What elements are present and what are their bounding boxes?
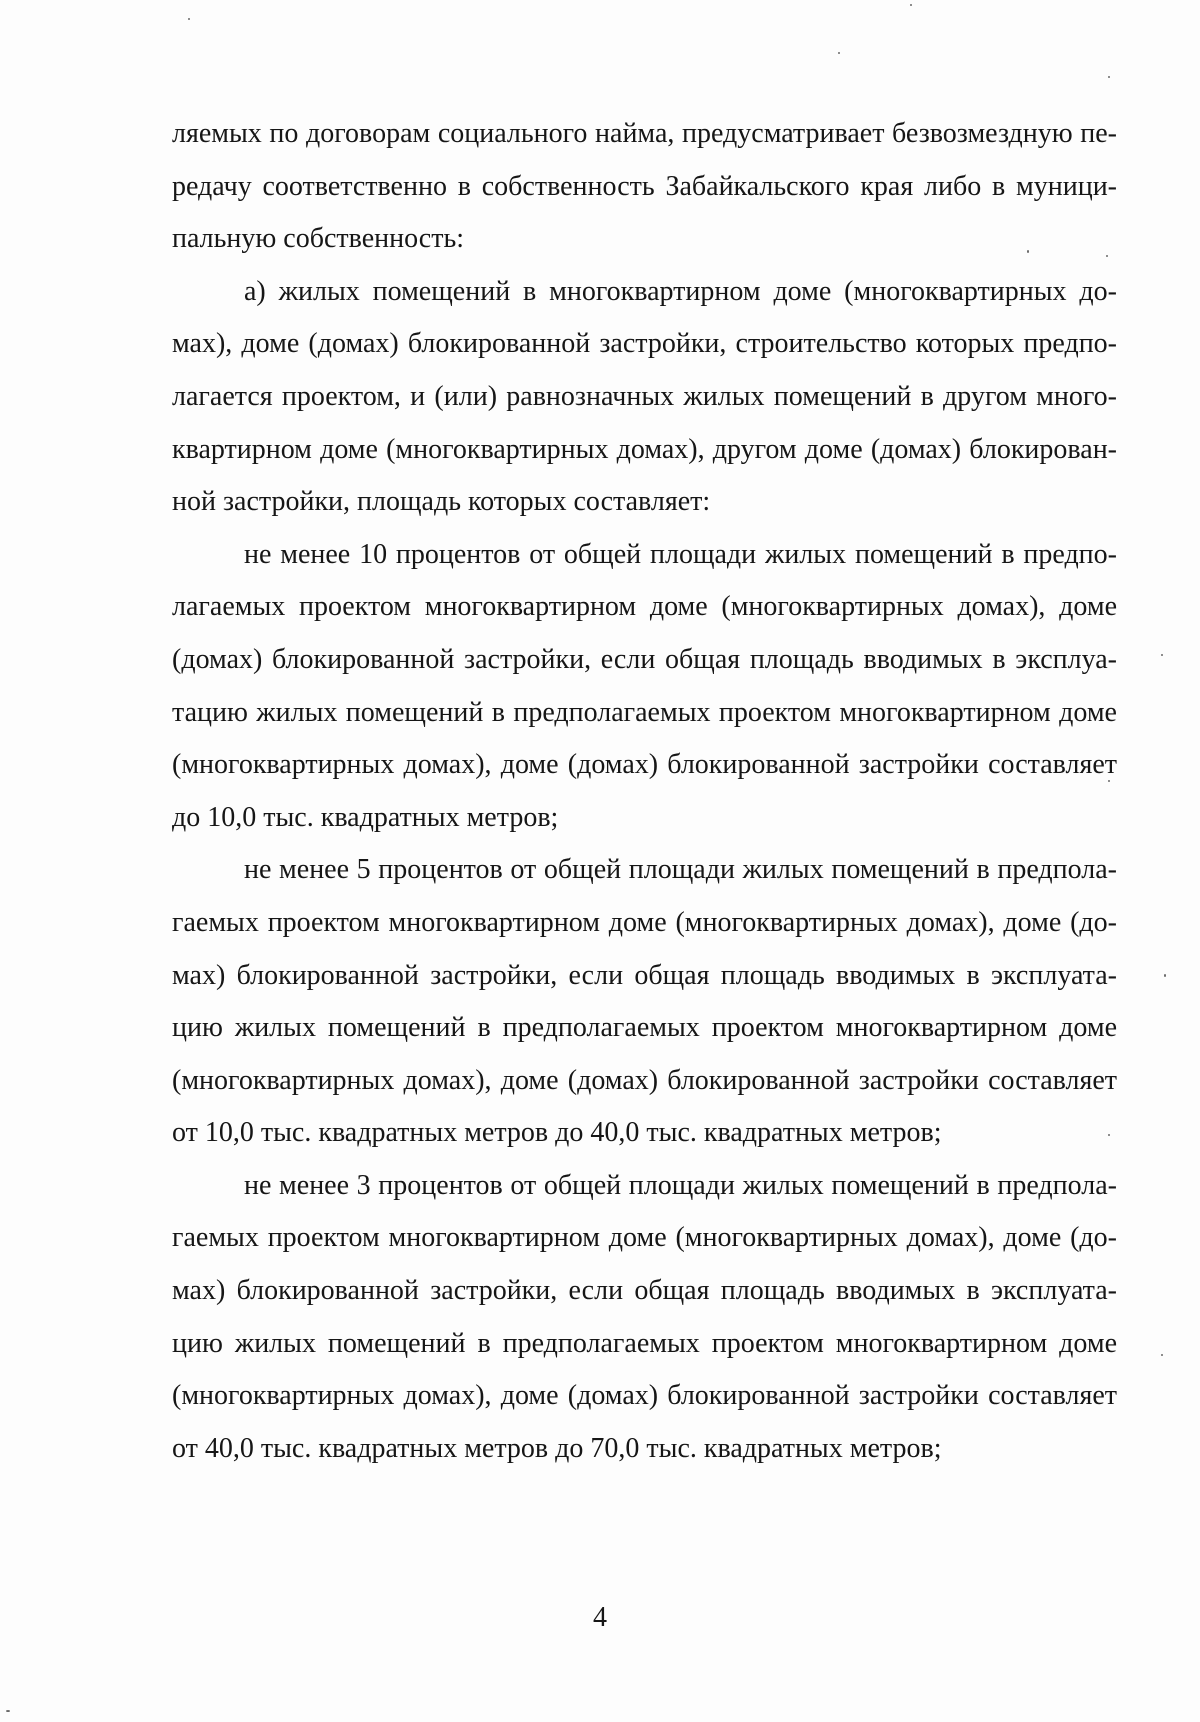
scan-speck — [838, 52, 840, 54]
scan-speck — [1108, 780, 1110, 782]
scan-speck — [1164, 974, 1166, 977]
scan-speck — [1027, 250, 1029, 253]
paragraph-item-a: а) жилых помещений в многоквартирном доме (многоквартирных домах), доме (домах) блокированной застройки, строительство которых предполагается проектом, и (или) равнозначных жилых помещений в другом многоквартирном доме (многоквартирных домах), другом доме (домах) блокированной застройки, площадь которых составляет: — [172, 275, 1117, 518]
scan-speck — [1161, 1354, 1163, 1356]
scan-speck — [1161, 654, 1163, 656]
scan-speck — [6, 1710, 10, 1712]
scan-speck — [188, 18, 190, 20]
paragraph-threshold-3-percent: не менее 3 процентов от общей площади жилых помещений в предполагаемых проектом многоквартирном доме (многоквартирных домах), доме (домах) блокированной застройки, если общая площадь вводимых в эксплуатацию жилых помещений в предполагаемых проектом многоквартирном доме (многоквартирных домах), доме (домах) блокированной застройки составляет от 40,0 тыс. квадратных метров до 70,0 тыс. квадратных метров; — [172, 1169, 1117, 1464]
scan-speck — [1108, 76, 1110, 78]
paragraph-continuation: ляемых по договорам социального найма, предусматривает безвозмездную передачу соответственно в собственность Забайкальского края либо в муниципальную собственность: — [172, 118, 1117, 255]
scan-speck — [910, 4, 912, 6]
document-body — [172, 108, 1117, 1475]
paragraph-threshold-10-percent: не менее 10 процентов от общей площади жилых помещений в предполагаемых проектом многоквартирном доме (многоквартирных домах), доме (домах) блокированной застройки, если общая площадь вводимых в эксплуатацию жилых помещений в предполагаемых проектом многоквартирном доме (многоквартирных домах), доме (домах) блокированной застройки составляет до 10,0 тыс. квадратных метров; — [172, 538, 1117, 833]
scan-speck — [1106, 255, 1108, 257]
page-number: 4 — [593, 1602, 607, 1633]
scan-speck — [1108, 1134, 1110, 1136]
paragraph-threshold-5-percent: не менее 5 процентов от общей площади жилых помещений в предполагаемых проектом многоквартирном доме (многоквартирных домах), доме (домах) блокированной застройки, если общая площадь вводимых в эксплуатацию жилых помещений в предполагаемых проектом многоквартирном доме (многоквартирных домах), доме (домах) блокированной застройки составляет от 10,0 тыс. квадратных метров до 40,0 тыс. квадратных метров; — [172, 854, 1117, 1149]
